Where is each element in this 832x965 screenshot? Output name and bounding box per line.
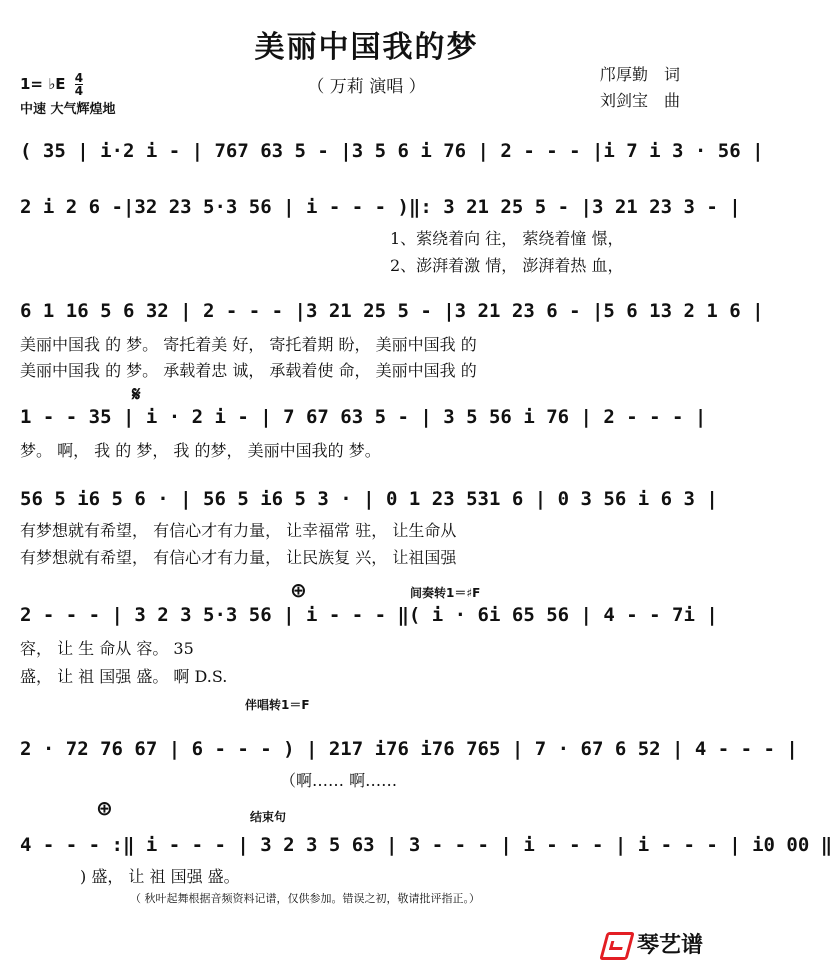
lyric-3b: 美丽中国我 的 梦。 承载着忠 诚， 承载着使 命， 美丽中国我 的 bbox=[20, 361, 477, 380]
lyric-3a: 美丽中国我 的 梦。 寄托着美 好， 寄托着期 盼， 美丽中国我 的 bbox=[20, 335, 477, 354]
singer-line: （ 万莉 演唱 ） bbox=[307, 77, 426, 97]
segno-icon: 𝄋 bbox=[132, 382, 141, 406]
brand-name: 琴艺谱 bbox=[636, 933, 703, 958]
lyric-2b: 2、澎湃着激 情， 澎湃着热 血， bbox=[390, 256, 624, 275]
coda-icon-1: ⊕ bbox=[290, 578, 307, 602]
lyric-5a: 有梦想就有希望， 有信心才有力量， 让幸福常 驻， 让生命从 bbox=[20, 521, 457, 540]
staff-line-4: 1 - - 35 | i · 2 i - | 7 67 63 5 - | 3 5 56 i 76 | 2 - - - | bbox=[20, 406, 707, 428]
lyric-6a: 容， 让 生 命从 容。 35 bbox=[20, 639, 194, 658]
time-bottom: 4 bbox=[74, 84, 84, 98]
staff-line-3: 6 1 16 5 6 32 | 2 - - - |3 21 25 5 - |3 21 23 6 - |5 6 13 2 1 6 | bbox=[20, 300, 764, 322]
staff-line-6: 2 - - - | 3 2 3 5·3 56 | i - - - ‖( i · 6i 65 56 | 4 - - 7i | bbox=[20, 604, 718, 626]
coda-icon-2: ⊕ bbox=[96, 796, 113, 820]
staff-line-2: 2 i 2 6 -|32 23 5·3 56 | i - - - )‖: 3 21 25 5 - |3 21 23 3 - | bbox=[20, 196, 741, 218]
staff-line-7: 2 · 72 76 67 | 6 - - - ) | 217 i76 i76 765 | 7 · 67 6 52 | 4 - - - | bbox=[20, 738, 798, 760]
staff-line-5: 56 5 i6 5 6 · | 56 5 i6 5 3 · | 0 1 23 531 6 | 0 3 56 i 6 3 | bbox=[20, 488, 718, 510]
time-top: 4 bbox=[74, 71, 84, 85]
key-signature bbox=[20, 72, 83, 97]
lyric-6b: 盛， 让 祖 国强 盛。 啊 D.S. bbox=[20, 667, 228, 686]
lyric-5b: 有梦想就有希望， 有信心才有力量， 让民族复 兴， 让祖国强 bbox=[20, 548, 457, 567]
brand-logo bbox=[603, 928, 703, 960]
tempo-marking: 中速 大气辉煌地 bbox=[20, 102, 116, 117]
song-title: 美丽中国我的梦 bbox=[254, 30, 479, 65]
interlude-mark: 间奏转1＝♯F bbox=[410, 586, 481, 600]
lyricist: 邝厚勤 词 bbox=[600, 65, 681, 84]
ending-mark: 结束句 bbox=[250, 810, 287, 824]
staff-line-8: 4 - - - :‖ i - - - | 3 2 3 5 63 | 3 - - - | i - - - | i - - - | i0 00 ‖ bbox=[20, 834, 832, 856]
lyric-4a: 梦。 啊， 我 的 梦， 我 的梦， 美丽中国我的 梦。 bbox=[20, 441, 381, 460]
lyric-8a: ) 盛， 让 祖 国强 盛。 bbox=[80, 867, 240, 886]
time-signature bbox=[75, 72, 83, 97]
composer: 刘剑宝 曲 bbox=[600, 91, 681, 110]
brand-logo-icon bbox=[599, 932, 635, 960]
key-label: 1= ♭E bbox=[20, 75, 66, 93]
footnote: （ 秋叶起舞根据音频资料记谱，仅供参加。错误之初，敬请批评指正。） bbox=[130, 892, 480, 905]
credits bbox=[600, 62, 680, 114]
accomp-mark: 伴唱转1＝F bbox=[245, 698, 310, 712]
staff-line-1: ( 35 | i·2 i - | 767 63 5 - |3 5 6 i 76 | 2 - - - |i 7 i 3 · 56 | bbox=[20, 140, 764, 162]
lyric-2a: 1、萦绕着向 往， 萦绕着憧 憬， bbox=[390, 229, 624, 248]
lyric-7a: （啊…… 啊…… bbox=[280, 771, 398, 790]
